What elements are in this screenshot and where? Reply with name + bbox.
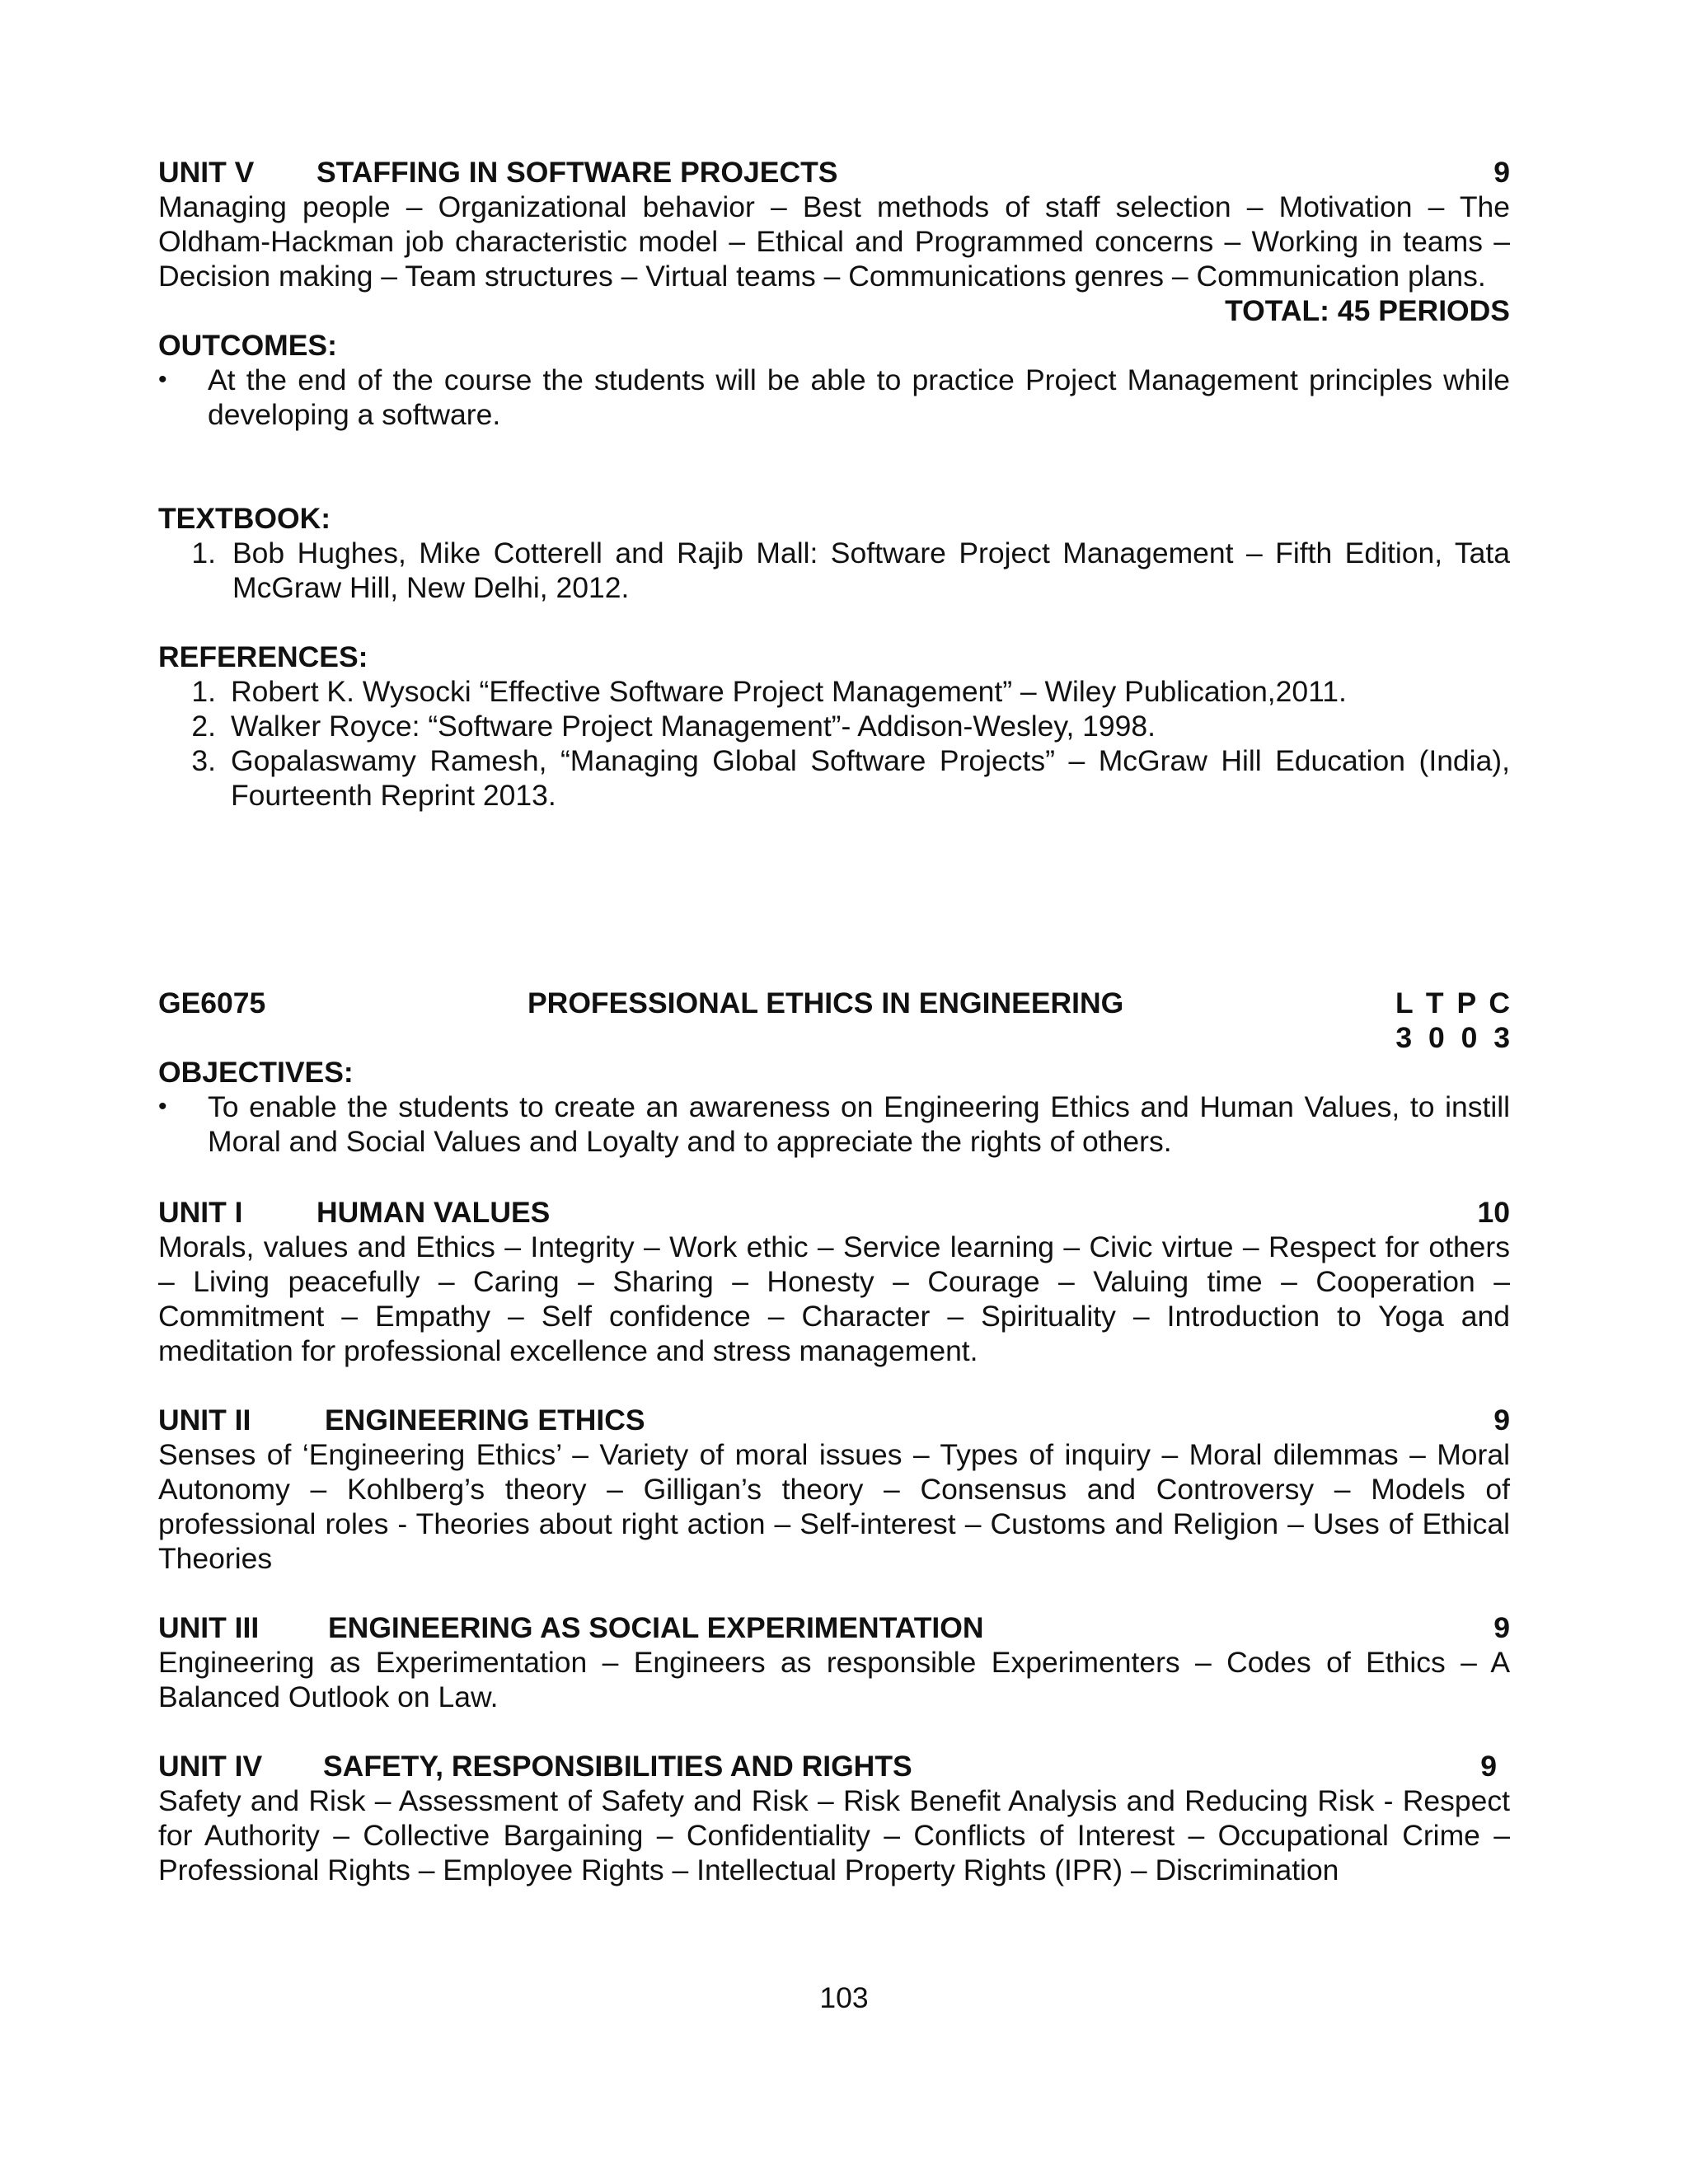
- unit-text: Engineering as Experimentation – Engineers as responsible Experimenters – Codes of Ethics – A Balanced Outlook on Law.: [158, 1646, 1510, 1713]
- course-credits: 3 0 0 3: [1395, 1021, 1510, 1054]
- item-number: 2.: [191, 710, 216, 743]
- bullet-icon: •: [158, 366, 167, 393]
- unit-4-section: [158, 1749, 1510, 1887]
- references-heading: REFERENCES:: [158, 640, 368, 673]
- unit-heading: [158, 1610, 1510, 1645]
- unit-text: Morals, values and Ethics – Integrity – Work ethic – Service learning – Civic virtue – Respect for others – Living peacefully – Caring – Sharing – Honesty – Courage – Valuing time – Cooperation – Commitment – Empathy – Self confidence – Character – Spirituality – Introduction to Yoga and meditation for professional excellence and stress management.: [158, 1230, 1510, 1367]
- list-item: [158, 743, 1510, 813]
- unit-title: SAFETY, RESPONSIBILITIES AND RIGHTS: [323, 1750, 912, 1783]
- unit-3-section: [158, 1610, 1510, 1714]
- ltpc-label: L T P C: [1395, 987, 1510, 1019]
- unit-periods: 9: [1480, 1750, 1497, 1783]
- unit-number: UNIT V: [158, 156, 255, 189]
- unit-heading: [158, 1749, 1510, 1783]
- total-periods: TOTAL: 45 PERIODS: [1225, 294, 1510, 327]
- unit-heading: [158, 1403, 1510, 1437]
- course-code: GE6075: [158, 987, 266, 1019]
- unit-5-section: [158, 155, 1510, 432]
- bullet-icon: •: [158, 1093, 167, 1120]
- page-number: 103: [819, 1981, 869, 2014]
- item-text: Walker Royce: “Software Project Management”- Addison-Wesley, 1998.: [231, 710, 1156, 743]
- unit-number: UNIT II: [158, 1404, 251, 1436]
- item-number: 3.: [191, 744, 216, 777]
- course-title: PROFESSIONAL ETHICS IN ENGINEERING: [528, 987, 1124, 1019]
- item-number: 1.: [191, 675, 216, 708]
- course-header: [158, 986, 1510, 1020]
- outcome-text: At the end of the course the students will be able to practice Project Management principles while developing a software.: [208, 363, 1510, 431]
- list-item: [158, 674, 1510, 709]
- references-list: [158, 674, 1510, 813]
- unit-number: UNIT IV: [158, 1750, 263, 1783]
- unit-title: ENGINEERING ETHICS: [325, 1404, 645, 1436]
- unit-1-section: [158, 1195, 1510, 1368]
- references-section: [158, 640, 1510, 813]
- unit-title: ENGINEERING AS SOCIAL EXPERIMENTATION: [328, 1611, 984, 1644]
- item-text: Bob Hughes, Mike Cotterell and Rajib Mall: Software Project Management – Fifth Edition, Tata McGraw Hill, New Delhi, 2012.: [232, 537, 1510, 604]
- unit-2-section: [158, 1403, 1510, 1576]
- item-text: Robert K. Wysocki “Effective Software Project Management” – Wiley Publication,2011.: [231, 675, 1347, 708]
- objectives-item: [158, 1090, 1510, 1159]
- unit-5-heading: [158, 155, 1510, 190]
- textbook-heading: TEXTBOOK:: [158, 502, 331, 535]
- item-text: Gopalaswamy Ramesh, “Managing Global Software Projects” – McGraw Hill Education (India), Fourteenth Reprint 2013.: [231, 744, 1510, 812]
- unit-number: UNIT III: [158, 1611, 260, 1644]
- list-item: [158, 536, 1510, 605]
- item-number: 1.: [191, 537, 216, 569]
- unit-text: Safety and Risk – Assessment of Safety and Risk – Risk Benefit Analysis and Reducing Risk - Respect for Authority – Collective Bargaining – Confidentiality – Conflicts of Interest – Occupational Crime – Professional Rights – Employee Rights – Intellectual Property Rights (IPR) – Discrimination: [158, 1784, 1510, 1886]
- objectives-heading: OBJECTIVES:: [158, 1056, 354, 1089]
- unit-periods: 10: [1477, 1196, 1510, 1229]
- unit-5-text: Managing people – Organizational behavior – Best methods of staff selection – Motivation – The Oldham-Hackman job characteristic model – Ethical and Programmed concerns – Working in teams – Decision making – Team structures – Virtual teams – Communications genres – Communication plans.: [158, 190, 1510, 293]
- unit-number: UNIT I: [158, 1196, 243, 1229]
- unit-text: Senses of ‘Engineering Ethics’ – Variety of moral issues – Types of inquiry – Moral dilemmas – Moral Autonomy – Kohlberg’s theory – Gilligan’s theory – Consensus and Controversy – Models of professional roles - Theories about right action – Self-interest – Customs and Religion – Uses of Ethical Theories: [158, 1438, 1510, 1575]
- textbook-section: [158, 501, 1510, 605]
- unit-title: STAFFING IN SOFTWARE PROJECTS: [316, 156, 838, 189]
- objective-text: To enable the students to create an awareness on Engineering Ethics and Human Values, to instill Moral and Social Values and Loyalty and to appreciate the rights of others.: [208, 1090, 1510, 1158]
- outcomes-item: [158, 363, 1510, 432]
- unit-title: HUMAN VALUES: [316, 1196, 551, 1229]
- course-section: [158, 986, 1510, 1159]
- unit-heading: [158, 1195, 1510, 1230]
- unit-periods: 9: [1493, 1404, 1510, 1436]
- unit-periods: 9: [1493, 156, 1510, 189]
- unit-periods: 9: [1493, 1611, 1510, 1644]
- textbook-list: [158, 536, 1510, 605]
- outcomes-heading: OUTCOMES:: [158, 329, 337, 362]
- list-item: [158, 709, 1510, 743]
